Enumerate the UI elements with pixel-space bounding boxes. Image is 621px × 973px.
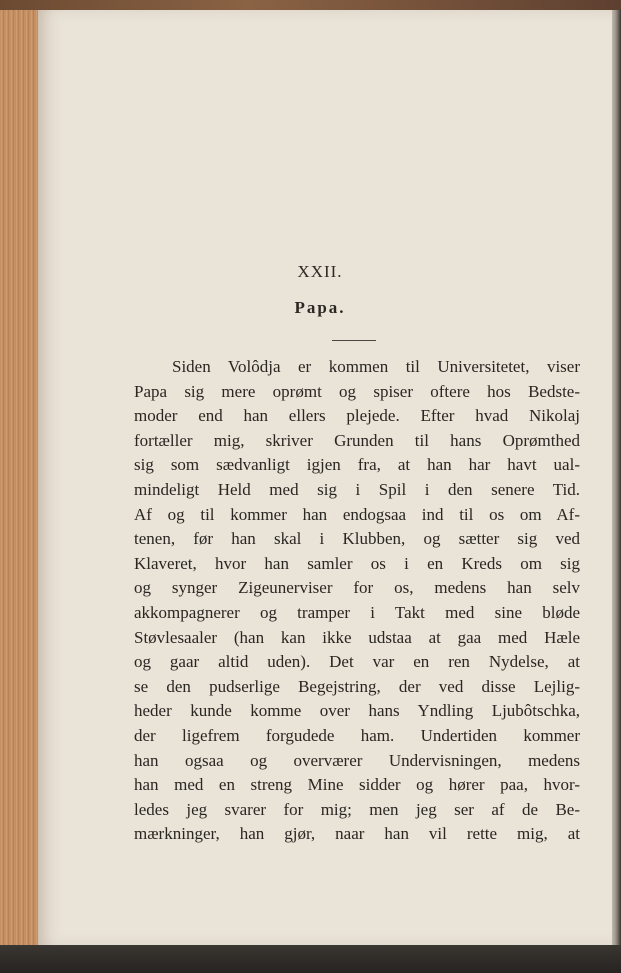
title-rule bbox=[332, 340, 376, 341]
page-stack-edge bbox=[0, 10, 39, 950]
text-line: mindeligt Held med sig i Spil i den senere Tid. bbox=[134, 479, 580, 499]
text-line: ledes jeg svarer for mig; men jeg ser af de Be- bbox=[134, 799, 580, 819]
chapter-number: XXII. bbox=[297, 262, 343, 281]
text-line: Klaveret, hvor han samler os i en Kreds om sig bbox=[134, 553, 580, 573]
text-line: mærkninger, han gjør, naar han vil rette mig, at bbox=[134, 824, 580, 844]
text-line: han ogsaa og overværer Undervisningen, medens bbox=[134, 750, 580, 770]
scanner-background bbox=[0, 945, 621, 973]
text-line: fortæller mig, skriver Grunden til hans Oprømthed bbox=[134, 430, 580, 450]
text-line: og synger Zigeunerviser for os, medens han selv bbox=[134, 578, 580, 598]
text-line: Støvlesaaler (han kan ikke udstaa at gaa med Hæle bbox=[134, 627, 580, 647]
text-line: Af og til kommer han endogsaa ind til os om Af- bbox=[134, 504, 580, 524]
right-page-edge bbox=[611, 10, 621, 945]
text-line: og gaar altid uden). Det var en ren Nydelse, at bbox=[134, 652, 580, 672]
text-line: heder kunde komme over hans Yndling Ljubôtschka, bbox=[134, 701, 580, 721]
text-line: Siden Volôdja er kommen til Universitetet, viser bbox=[172, 357, 580, 376]
text-line: moder end han ellers plejede. Efter hvad Nikolaj bbox=[134, 406, 580, 426]
body-text bbox=[134, 355, 580, 847]
text-line: akkompagnerer og tramper i Takt med sine bløde bbox=[134, 602, 580, 622]
text-line: se den pudserlige Begejstring, der ved disse Lejlig- bbox=[134, 676, 580, 696]
text-line: han med en streng Mine sidder og hører paa, hvor- bbox=[134, 775, 580, 795]
text-line: sig som sædvanligt igjen fra, at han har havt ual- bbox=[134, 455, 580, 475]
text-line: der ligefrem forgudede ham. Undertiden kommer bbox=[134, 725, 580, 745]
chapter-title: Papa. bbox=[294, 298, 346, 317]
text-line: tenen, før han skal i Klubben, og sætter sig ved bbox=[134, 529, 580, 549]
text-line: Papa sig mere oprømt og spiser oftere hos Bedste- bbox=[134, 381, 580, 401]
